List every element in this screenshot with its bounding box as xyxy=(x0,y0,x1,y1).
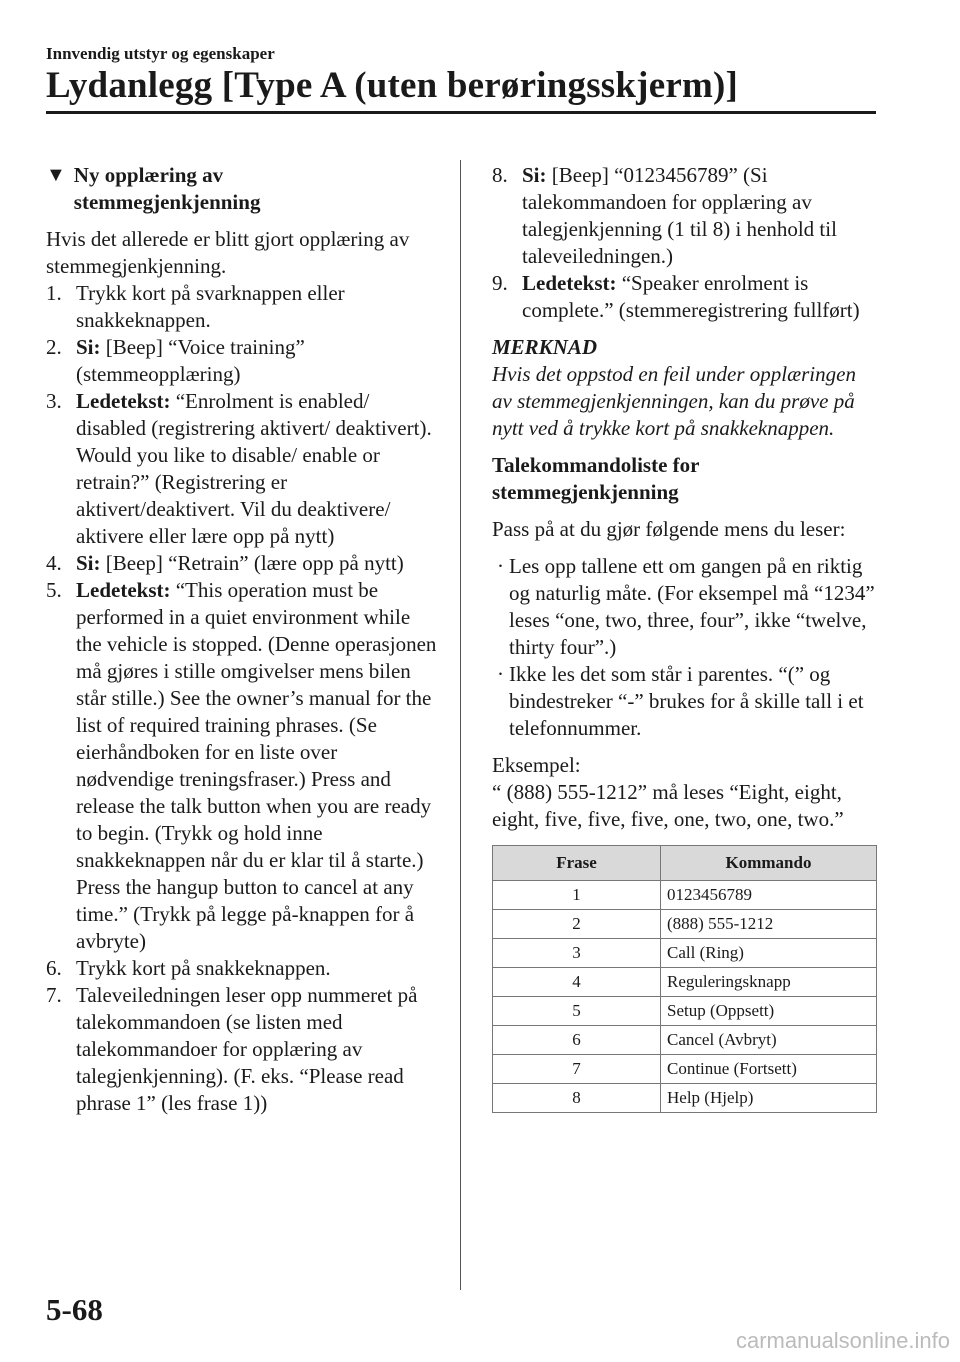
step-body xyxy=(522,270,877,324)
step-number: 3. xyxy=(46,389,62,413)
phrase-cell: 2 xyxy=(493,910,661,939)
watermark: carmanualsonline.info xyxy=(735,1328,950,1353)
command-cell: Reguleringsknapp xyxy=(661,968,877,997)
bullet-item xyxy=(492,661,877,742)
step-item xyxy=(46,280,438,334)
list-intro: Pass på at du gjør følgende mens du leser: xyxy=(492,517,846,541)
section-label: Innvendig utstyr og egenskaper xyxy=(46,44,275,63)
step-text: “Speaker enrolment is complete.” (stemmeregistrering fullført) xyxy=(522,271,860,322)
right-column xyxy=(492,162,877,1113)
table-row xyxy=(493,910,877,939)
phrase-cell: 4 xyxy=(493,968,661,997)
step-text: [Beep] “0123456789” (Si talekommandoen for opplæring av talegjenkjenning (1 til 8) i henhold til taleveiledningen.) xyxy=(522,163,837,268)
step-body xyxy=(76,334,438,388)
bullet-dot-icon: · xyxy=(497,554,504,578)
left-steps-list xyxy=(46,280,438,1117)
step-item xyxy=(492,270,877,324)
phrase-cell: 6 xyxy=(493,1026,661,1055)
step-number: 5. xyxy=(46,578,62,602)
phrase-cell: 5 xyxy=(493,997,661,1026)
triangle-marker-icon: ▼ xyxy=(46,164,66,186)
example-text: “ (888) 555-1212” må leses “Eight, eight, eight, five, five, five, one, two, one, two.” xyxy=(492,780,844,831)
page-number: 5-68 xyxy=(46,1292,103,1327)
phrase-cell: 8 xyxy=(493,1084,661,1113)
step-text: [Beep] “Retrain” (lære opp på nytt) xyxy=(105,551,404,575)
heading-line-2: stemmegjenkjenning xyxy=(73,190,261,214)
command-cell: 0123456789 xyxy=(661,881,877,910)
step-item xyxy=(46,577,438,955)
table-row xyxy=(493,997,877,1026)
step-label: Ledetekst: xyxy=(76,389,171,413)
bullet-dot-icon: · xyxy=(497,662,504,686)
step-number: 9. xyxy=(492,271,508,295)
list-heading: Talekommandoliste for stemmegjenkjenning xyxy=(492,453,700,504)
step-body xyxy=(522,162,877,270)
step-item xyxy=(46,550,438,577)
page-title: Lydanlegg [Type A (uten berøringsskjerm)] xyxy=(46,65,739,106)
left-column xyxy=(46,162,438,1117)
table-row xyxy=(493,1026,877,1055)
command-cell: Continue (Fortsett) xyxy=(661,1055,877,1084)
step-number: 4. xyxy=(46,551,62,575)
table-header-row xyxy=(493,846,877,881)
step-number: 7. xyxy=(46,983,62,1007)
phrase-cell: 7 xyxy=(493,1055,661,1084)
bullet-text: Les opp tallene ett om gangen på en riktig og naturlig måte. (For eksempel må “1234” leses “one, two, three, four”, ikke “twelve, thirty four”.) xyxy=(509,554,875,659)
step-item xyxy=(46,955,438,982)
bullet-text: Ikke les det som står i parentes. “(” og bindestreker “-” brukes for å skille tall i et telefonnummer. xyxy=(509,662,864,740)
step-body xyxy=(76,550,438,577)
step-label: Si: xyxy=(76,551,101,575)
command-cell: Call (Ring) xyxy=(661,939,877,968)
step-label: Ledetekst: xyxy=(522,271,617,295)
step-item xyxy=(46,334,438,388)
table-row xyxy=(493,1084,877,1113)
column-header-phrase: Frase xyxy=(493,846,661,881)
column-header-command: Kommando xyxy=(661,846,877,881)
step-label: Ledetekst: xyxy=(76,578,171,602)
intro-paragraph: Hvis det allerede er blitt gjort opplæring av stemmegjenkjenning. xyxy=(46,227,410,278)
step-body xyxy=(76,982,438,1117)
step-text: Trykk kort på svarknappen eller snakkeknappen. xyxy=(76,281,345,332)
example-label: Eksempel: xyxy=(492,753,581,777)
bullet-item xyxy=(492,553,877,661)
phrase-cell: 1 xyxy=(493,881,661,910)
step-body xyxy=(76,955,438,982)
step-body xyxy=(76,280,438,334)
step-number: 8. xyxy=(492,163,508,187)
table-row xyxy=(493,968,877,997)
command-cell: Help (Hjelp) xyxy=(661,1084,877,1113)
step-item xyxy=(46,388,438,550)
step-label: Si: xyxy=(522,163,547,187)
step-text: Trykk kort på snakkeknappen. xyxy=(76,956,331,980)
table-row xyxy=(493,939,877,968)
phrase-cell: 3 xyxy=(493,939,661,968)
step-text: [Beep] “Voice training” (stemmeopplæring) xyxy=(76,335,305,386)
step-body xyxy=(76,388,438,550)
table-row xyxy=(493,1055,877,1084)
heading-line-1: Ny opplæring av xyxy=(73,163,224,187)
step-number: 2. xyxy=(46,335,62,359)
note-text: Hvis det oppstod en feil under opplæringen av stemmegjenkjenningen, kan du prøve på nytt ved å trykke kort på snakkeknappen. xyxy=(492,362,856,440)
column-divider xyxy=(460,160,461,1290)
step-text: Taleveiledningen leser opp nummeret på talekommandoen (se listen med talekommandoer for opplæring av talegjenkjenning). (F. eks. “Please read phrase 1” (les frase 1)) xyxy=(76,983,418,1115)
step-item xyxy=(492,162,877,270)
command-cell: Cancel (Avbryt) xyxy=(661,1026,877,1055)
step-label: Si: xyxy=(76,335,101,359)
step-item xyxy=(46,982,438,1117)
command-cell: (888) 555-1212 xyxy=(661,910,877,939)
subsection-heading xyxy=(46,162,438,216)
right-steps-list xyxy=(492,162,877,324)
bullet-list xyxy=(492,553,877,742)
note-heading: MERKNAD xyxy=(492,335,598,359)
step-number: 1. xyxy=(46,281,62,305)
command-table xyxy=(492,845,877,1113)
table-row xyxy=(493,881,877,910)
step-body xyxy=(76,577,438,955)
step-text: “This operation must be performed in a quiet environment while the vehicle is stopped. (Denne operasjonen må gjøres i stille omgivelser mens bilen står stille.) See the owner’s manual for the list of required training phrases. (Se eierhåndboken for en liste over nødvendige treningsfraser.) Press and release the talk button when you are ready to begin. (Trykk og hold inne snakkeknappen når du er klar til å starte.) Press the hangup button to cancel at any time.” (Trykk på legge på-knappen for å avbryte) xyxy=(76,578,437,953)
header-rule xyxy=(46,111,876,114)
step-text: “Enrolment is enabled/ disabled (registrering aktivert/ deaktivert). Would you like to disable/ enable or retrain?” (Registrering er aktivert/deaktivert. Vil du deaktivere/ aktivere eller lære opp på nytt) xyxy=(76,389,432,548)
command-cell: Setup (Oppsett) xyxy=(661,997,877,1026)
step-number: 6. xyxy=(46,956,62,980)
